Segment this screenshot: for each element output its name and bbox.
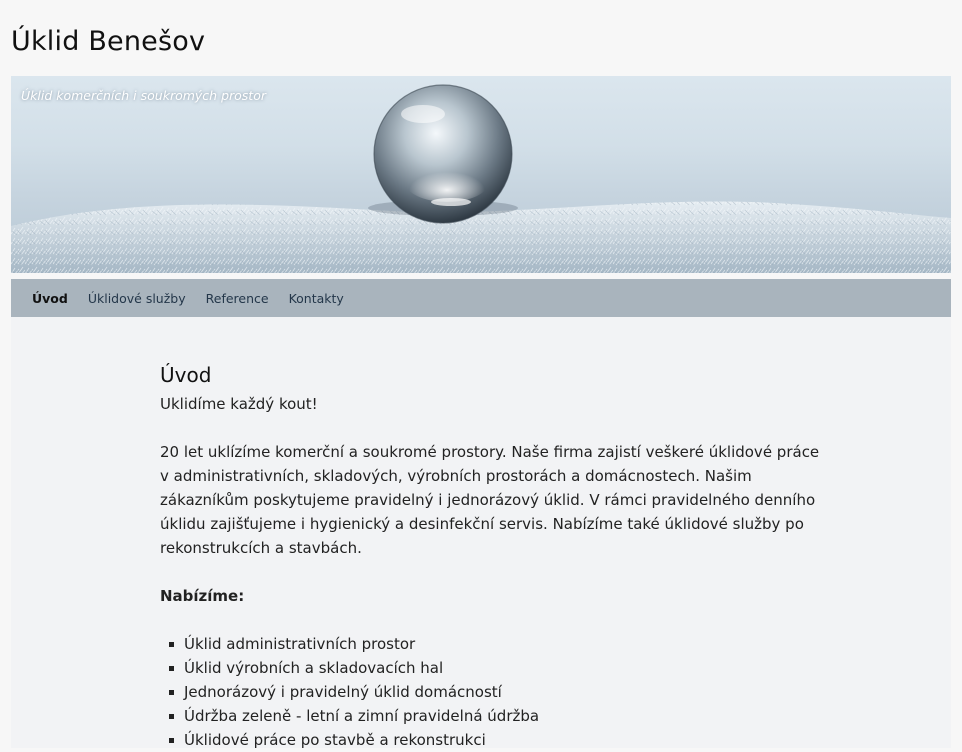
list-item: Úklid výrobních a skladovacích hal xyxy=(184,656,820,680)
nav-item-reference[interactable]: Reference xyxy=(205,290,269,306)
content-area xyxy=(11,317,951,748)
main-content xyxy=(160,362,820,752)
list-item: Úklidové práce po stavbě a rekonstrukci xyxy=(184,728,820,752)
nav-item-kontakty[interactable]: Kontakty xyxy=(288,290,344,306)
intro-text: Uklidíme každý kout! xyxy=(160,395,318,413)
list-item: Jednorázový i pravidelný úklid domácností xyxy=(184,680,820,704)
page-heading: Úvod xyxy=(160,363,212,387)
body-paragraph: 20 let uklízíme komerční a soukromé prostory. Naše firma zajistí veškeré úklidové práce v administrativních, skladových, výrobních prostorách a domácnostech. Našim zákazníkům poskytujeme pravidelný i jednorázový úklid. V rámci pravidelného denního úklidu zajišťujeme i hygienický a desinfekční servis. Nabízíme také úklidové služby po rekonstrukcích a stavbách. xyxy=(160,443,820,557)
list-item: Úklid administrativních prostor xyxy=(184,632,820,656)
nav-item-uvod[interactable]: Úvod xyxy=(32,290,68,306)
water-drop-image xyxy=(11,76,951,273)
list-item: Údržba zeleně - letní a zimní pravidelná údržba xyxy=(184,704,820,728)
nav-item-uklidove-sluzby[interactable]: Úklidové služby xyxy=(87,290,186,306)
site-tagline: Úklid komerčních i soukromých prostor xyxy=(21,88,266,103)
offer-heading: Nabízíme: xyxy=(160,587,245,605)
offer-list xyxy=(160,632,820,752)
site-title[interactable]: Úklid Benešov xyxy=(11,26,206,57)
header-banner-image xyxy=(11,76,951,273)
main-navigation xyxy=(11,279,951,317)
